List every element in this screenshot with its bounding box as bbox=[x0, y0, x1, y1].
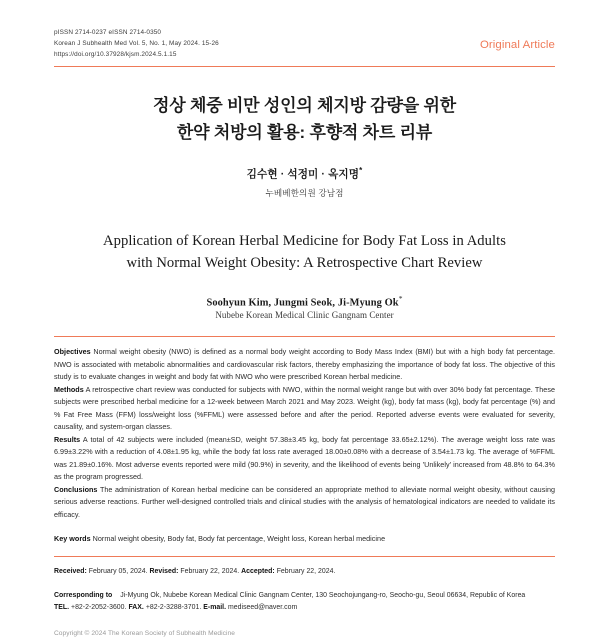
footer-block bbox=[54, 566, 555, 639]
abstract-section-objectives bbox=[54, 346, 555, 383]
issn-line: pISSN 2714-0237 eISSN 2714-0350 bbox=[54, 29, 162, 36]
doi-line[interactable]: https://doi.org/10.37928/kjsm.2024.5.1.15 bbox=[54, 51, 177, 59]
masthead bbox=[54, 0, 555, 61]
accepted-value: February 22, 2024. bbox=[276, 568, 336, 576]
korean-title bbox=[54, 92, 555, 147]
abstract-text-objectives: Normal weight obesity (NWO) is defined as a normal body weight according to Body Mass Index (BMI) but with a high body fat percentage. NWO is associated with metabolic abnormalities and cardiovascular risk factors, thereby emphasizing the importance of body fat loss. The objective of this study is to evaluate changes in weight and body fat with NWO who were prescribed Korean herbal medicine. bbox=[54, 347, 555, 382]
korean-author-names: 김수현 · 석정미 · 옥지명 bbox=[246, 168, 360, 181]
fax-value: +82-2-3288-3701. bbox=[145, 604, 202, 612]
journal-metadata bbox=[54, 27, 219, 61]
keywords-values: Normal weight obesity, Body fat, Body fat percentage, Weight loss, Korean herbal medicine bbox=[92, 534, 386, 544]
abstract-label-objectives: Objectives bbox=[54, 347, 91, 357]
publication-dates bbox=[54, 566, 555, 578]
citation-line: Korean J Subhealth Med Vol. 5, No. 1, May 2024. 15-26 bbox=[54, 40, 219, 48]
abstract-text-results: A total of 42 subjects were included (mean±SD, weight 57.38±3.45 kg, body fat percentage 33.65±2.12%). The average weight loss rate was 6.99±3.22% with a reduction of 4.08±1.95 kg, while the body fat loss rate averaged 18.00±0.08% with a decrease of 3.54±1.73 kg. The average of %FFML was 21.89±0.16%. Most adverse events reported were mild (90.9%) in severity, and the likelihood of events being 'Unlikely' increased from 48.8% to 64.3% as the program progressed. bbox=[54, 435, 555, 482]
korean-title-line-1: 정상 체중 비만 성인의 체지방 감량을 위한 bbox=[153, 95, 456, 115]
english-title-line-1: Application of Korean Herbal Medicine for Body Fat Loss in Adults bbox=[103, 232, 506, 249]
revised-label: Revised: bbox=[149, 568, 179, 576]
contact-line bbox=[54, 602, 555, 614]
keywords-row bbox=[54, 533, 555, 545]
english-title-line-2: with Normal Weight Obesity: A Retrospective Chart Review bbox=[126, 254, 483, 271]
header-divider bbox=[54, 66, 555, 67]
abstract-label-methods: Methods bbox=[54, 385, 84, 395]
fax-label: FAX. bbox=[128, 604, 144, 612]
email-label: E-mail. bbox=[203, 604, 227, 612]
received-value: February 05, 2024. bbox=[88, 568, 148, 576]
tel-label: TEL. bbox=[54, 604, 70, 612]
abstract-label-results: Results bbox=[54, 435, 81, 445]
korean-affiliation: 누베베한의원 강남점 bbox=[265, 187, 344, 198]
keywords-label: Key words bbox=[54, 534, 91, 544]
corresponding-author-marker-ko: * bbox=[359, 165, 363, 175]
abstract-top-divider bbox=[54, 336, 555, 337]
english-title bbox=[54, 230, 555, 274]
corresponding-author-marker-en: * bbox=[398, 293, 403, 303]
revised-value: February 22, 2024. bbox=[180, 568, 240, 576]
abstract-bottom-divider bbox=[54, 556, 555, 557]
english-author-names: Soohyun Kim, Jungmi Seok, Ji-Myung Ok bbox=[206, 297, 399, 309]
abstract-text-methods: A retrospective chart review was conducted for subjects with NWO, within the normal weight range but with over 30% body fat percentage. These subjects were prescribed herbal medicine for a 12-week between March 2021 and May 2023. Weight (kg), body fat mass (kg), body fat percentage (%) and % Fat Free Mass (FFM) loss/weight loss (%FFML) were assessed before and after the period. Reported adverse events were evaluated for severity, causality, and system-organ classes. bbox=[54, 385, 555, 432]
email-value[interactable]: mediseed@naver.com bbox=[228, 604, 298, 612]
english-authors bbox=[54, 294, 555, 308]
corresponding-label: Corresponding to bbox=[54, 592, 113, 600]
abstract-text-conclusions: The administration of Korean herbal medicine can be considered an appropriate method to alleviate normal weight obesity, without causing serious adverse reactions. Further well-designed controlled trials and clinical studies with the analysis of hematological indicators are needed to validate its efficacy. bbox=[54, 485, 555, 519]
abstract-section-results bbox=[54, 434, 555, 484]
english-affiliation: Nubebe Korean Medical Clinic Gangnam Center bbox=[215, 310, 394, 321]
article-type-label: Original Article bbox=[479, 39, 555, 51]
korean-authors bbox=[54, 166, 555, 182]
abstract-label-conclusions: Conclusions bbox=[54, 485, 98, 495]
abstract-section-methods bbox=[54, 384, 555, 434]
corresponding-author-line bbox=[54, 590, 555, 602]
abstract-body bbox=[54, 346, 555, 521]
korean-title-line-2: 한약 처방의 활용: 후향적 차트 리뷰 bbox=[176, 123, 433, 143]
abstract-section-conclusions bbox=[54, 484, 555, 521]
received-label: Received: bbox=[54, 568, 87, 576]
corresponding-value: Ji-Myung Ok, Nubebe Korean Medical Clinic Gangnam Center, 130 Seochojungang-ro, Seocho-gu, Seoul 06634, Republic of Korea bbox=[120, 592, 526, 600]
copyright-notice: Copyright © 2024 The Korean Society of Subhealth Medicine bbox=[54, 630, 235, 638]
tel-value: +82-2-2052-3600. bbox=[71, 604, 127, 612]
accepted-label: Accepted: bbox=[241, 568, 275, 576]
